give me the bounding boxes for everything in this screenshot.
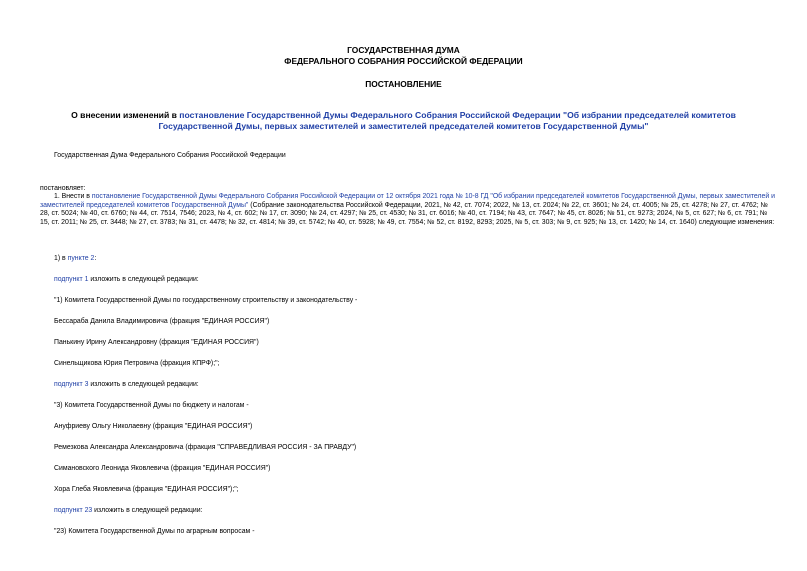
subpoint-23-rest: изложить в следующей редакции: [92, 507, 203, 514]
subitem-1-prefix: 1) в [54, 255, 68, 262]
document-title [40, 110, 767, 132]
subpoint-23-instruction [54, 506, 203, 515]
committee-1-heading: "1) Комитета Государственной Думы по государственному строительству и законодательству - [54, 297, 358, 304]
committee-3-person-2: Ремезкова Александра Александровича (фракция "СПРАВЕДЛИВАЯ РОССИЯ - ЗА ПРАВДУ") [54, 444, 357, 451]
subitem-1-suffix: : [94, 255, 97, 262]
subpoint-23-link[interactable]: подпункт 23 [54, 507, 93, 514]
resolves-text: постановляет: [40, 185, 86, 192]
committee-3-person-4: Хора Глеба Яковлевича (фракция "ЕДИНАЯ РОССИЯ");"; [54, 486, 239, 493]
header-line-1: ГОСУДАРСТВЕННАЯ ДУМА [347, 45, 460, 55]
subitem-1-link[interactable]: пункте 2 [67, 255, 95, 262]
subpoint-3-instruction [54, 380, 199, 389]
title-prefix: О внесении изменений в [71, 110, 180, 120]
title-link[interactable]: постановление Государственной Думы Федерального Собрания Российской Федерации "Об избрании председателей комитетов Государственной Думы, первых заместителей и заместителей председателей комитетов Государственной Думы" [158, 110, 736, 131]
subitem-1 [54, 254, 96, 263]
item-1-paragraph [40, 193, 775, 228]
committee-1-person-3: Синельщикова Юрия Петровича (фракция КПРФ);"; [54, 360, 220, 367]
subpoint-3-link[interactable]: подпункт 3 [54, 381, 89, 388]
committee-23-heading: "23) Комитета Государственной Думы по аграрным вопросам - [54, 528, 255, 535]
item-1-prefix: 1. Внести в [54, 193, 92, 200]
subpoint-3-rest: изложить в следующей редакции: [88, 381, 199, 388]
subpoint-1-rest: изложить в следующей редакции: [88, 276, 199, 283]
committee-3-person-3: Симановского Леонида Яковлевича (фракция "ЕДИНАЯ РОССИЯ") [54, 465, 271, 472]
committee-3-heading: "3) Комитета Государственной Думы по бюджету и налогам - [54, 402, 249, 409]
document-type: ПОСТАНОВЛЕНИЕ [365, 79, 442, 89]
subpoint-1-link[interactable]: подпункт 1 [54, 276, 89, 283]
header-line-2: ФЕДЕРАЛЬНОГО СОБРАНИЯ РОССИЙСКОЙ ФЕДЕРАЦИИ [284, 56, 523, 66]
item-1-rest: (Собрание законодательства Российской Федерации, 2021, № 42, ст. 7074; 2022, № 13, ст. 2024; № 22, ст. 3601; № 24, ст. 4005; № 25, ст. 4278; № 27, ст. 4762; № 28, ст. 5024; № 40, ст. 6760; № 44, ст. 7514, 7546; 2023, № 4, ст. 602; № 17, ст. 3090; № 24, ст. 4297; № 25, ст. 4530; № 31, ст. 6016; № 40, ст. 7194; № 43, ст. 7647; № 45, ст. 8026; № 51, ст. 9273; 2024, № 5, ст. 627; № 6, ст. 791; № 15, ст. 2011; № 25, ст. 3448; № 27, ст. 3783; № 31, ст. 4478; № 32, ст. 4814; № 39, ст. 5742; № 40, ст. 5928; № 49, ст. 7554; № 52, ст. 8192, 8293; 2025, № 5, ст. 303; № 9, ст. 925; № 13, ст. 1420; № 14, ст. 1640) следующие изменения: [40, 201, 775, 227]
subpoint-1-instruction [54, 275, 199, 284]
item-1-link[interactable]: постановление Государственной Думы Федерального Собрания Российской Федерации от 12 октября 2021 года № 10-8 ГД "Об избрании председателей комитетов Государственной Думы, первых заместителей и заместителей председателей комитетов Государственной Думы" [40, 193, 775, 209]
committee-1-person-1: Бессараба Данила Владимировича (фракция "ЕДИНАЯ РОССИЯ") [54, 318, 270, 325]
committee-3-person-1: Ануфриеву Ольгу Николаевну (фракция "ЕДИНАЯ РОССИЯ") [54, 423, 253, 430]
committee-1-person-2: Панькину Ирину Александровну (фракция "ЕДИНАЯ РОССИЯ") [54, 339, 259, 346]
issuer-text: Государственная Дума Федерального Собрания Российской Федерации [54, 152, 286, 159]
